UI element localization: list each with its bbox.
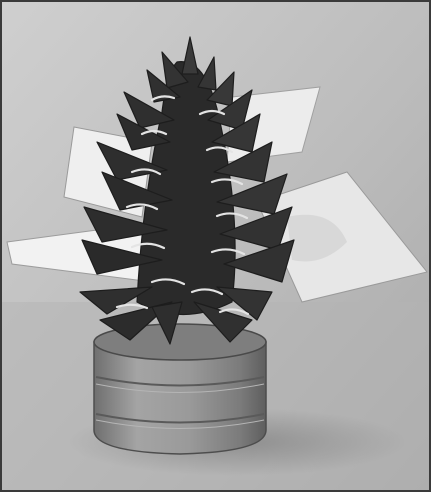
- pine-cone-photo: [2, 2, 429, 490]
- round-tin: [94, 324, 266, 454]
